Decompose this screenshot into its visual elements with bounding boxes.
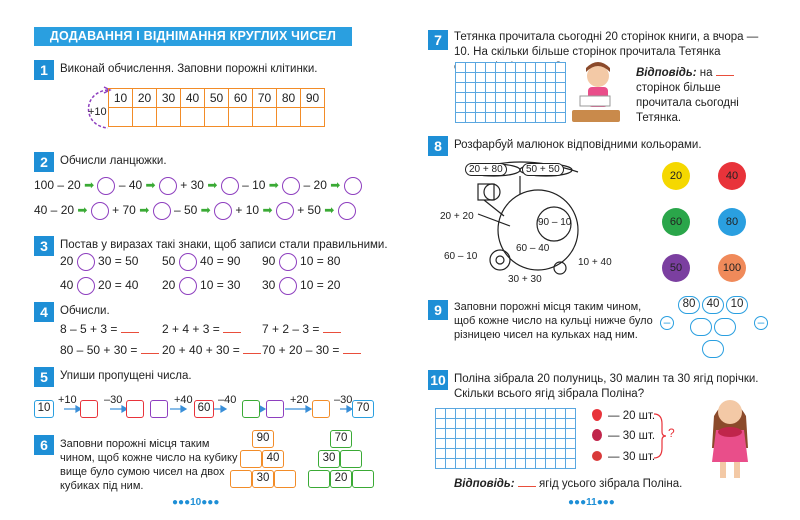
chain-start: 40 – 20 <box>34 203 75 218</box>
table-cell: 10 <box>109 89 133 108</box>
pyramid-cube: 40 <box>262 450 284 468</box>
answer-blank[interactable] <box>716 66 734 76</box>
task-10-answer: Відповідь: ягід усього зібрала Поліна. <box>454 478 683 490</box>
sign-expression: 90 10 = 80 <box>262 253 340 271</box>
color-dot-60: 60 <box>662 208 690 236</box>
page-title: ДОДАВАННЯ І ВІДНІМАННЯ КРУГЛИХ ЧИСЕЛ <box>34 27 352 46</box>
table-cell: 50 <box>205 89 229 108</box>
task-1-text: Виконай обчислення. Заповни порожні клітинки. <box>60 63 318 75</box>
task-number-2: 2 <box>34 152 54 172</box>
berry-count: — 20 шт. <box>608 410 656 422</box>
answer-circle[interactable] <box>214 202 232 220</box>
pyramid-cube[interactable] <box>352 470 374 488</box>
task-8-text: Розфарбуй малюнок відповідними кольорами. <box>454 139 702 151</box>
chain-op: – 10 <box>242 178 266 193</box>
minus-sign-icon: – <box>660 316 674 330</box>
color-dot-40: 40 <box>718 162 746 190</box>
color-dot-100: 100 <box>718 254 746 282</box>
empty-cell[interactable] <box>277 108 301 127</box>
table-cell: 20 <box>133 89 157 108</box>
empty-cell[interactable] <box>181 108 205 127</box>
raspberry-icon <box>592 429 602 441</box>
table-cell: 90 <box>301 89 325 108</box>
step-op: +20 <box>290 394 309 406</box>
color-dot-80: 80 <box>718 208 746 236</box>
chain-row-2: 40 – 20 ➡ + 70 ➡ – 50 ➡ + 10 ➡ + 50 ➡ <box>34 202 356 220</box>
chain-start: 100 – 20 <box>34 178 81 193</box>
region-label: 50 + 50 <box>522 163 564 176</box>
balloon[interactable] <box>702 340 724 358</box>
task-number-10: 10 <box>428 370 448 390</box>
answer-circle[interactable] <box>344 177 362 195</box>
task-3-text: Постав у виразах такі знаки, щоб записи стали правильними. <box>60 239 388 251</box>
task-number-9: 9 <box>428 300 448 320</box>
step-op: –40 <box>218 394 237 406</box>
chain-op: + 50 <box>297 203 321 218</box>
balloon: 80 <box>678 296 700 314</box>
sign-circle[interactable] <box>179 277 197 295</box>
table-cell: 30 <box>157 89 181 108</box>
number-box[interactable] <box>80 400 98 418</box>
expression: 8 – 5 + 3 = <box>60 322 139 336</box>
balloon: 10 <box>726 296 748 314</box>
step-op: –30 <box>334 394 353 406</box>
expression: 7 + 2 – 3 = <box>262 322 341 336</box>
answer-blank[interactable] <box>343 344 361 354</box>
answer-label: Відповідь: <box>636 67 697 79</box>
chain-op: + 70 <box>112 203 136 218</box>
empty-cell[interactable] <box>301 108 325 127</box>
pyramid-cube: 30 <box>252 470 274 488</box>
page-number-right: ●●●11●●● <box>568 497 615 508</box>
answer-label: Відповідь: <box>454 478 515 490</box>
sign-circle[interactable] <box>179 253 197 271</box>
task-number-3: 3 <box>34 236 54 256</box>
girl-with-berries-illustration <box>700 392 760 482</box>
number-box[interactable] <box>242 400 260 418</box>
task-7-answer: Відповідь: на сторінок більше прочитала сьогодні Тетянка. <box>636 67 739 124</box>
empty-cell[interactable] <box>109 108 133 127</box>
number-box[interactable] <box>266 400 284 418</box>
task-number-6: 6 <box>34 435 54 455</box>
empty-cell[interactable] <box>157 108 181 127</box>
chain-op: + 10 <box>235 203 260 218</box>
number-box[interactable] <box>126 400 144 418</box>
task-5-text: Упиши пропущені числа. <box>60 370 192 382</box>
task-10-text: Поліна зібрала 20 полуниць, 30 малин та 30 ягід порічки. Скільки всього ягід зібрала Поліна? <box>454 373 759 400</box>
strawberry-icon <box>592 409 602 421</box>
pyramid-cube[interactable] <box>308 470 330 488</box>
pyramid-cube[interactable] <box>340 450 362 468</box>
chain-op: + 30 <box>180 178 204 193</box>
chain-op: – 40 <box>118 178 143 193</box>
region-label: 60 – 40 <box>516 243 550 254</box>
answer-circle[interactable] <box>159 177 177 195</box>
answer-blank[interactable] <box>141 344 159 354</box>
region-label: 10 + 40 <box>578 257 612 268</box>
task-number-7: 7 <box>428 30 448 50</box>
answer-grid[interactable] <box>435 408 576 469</box>
answer-blank[interactable] <box>243 344 261 354</box>
region-label: 20 + 80 <box>465 163 507 176</box>
balloon[interactable] <box>714 318 736 336</box>
task-4-text: Обчисли. <box>60 305 110 317</box>
berry-count: — 30 шт. <box>608 451 656 463</box>
table-cell: 80 <box>277 89 301 108</box>
girl-reading-illustration <box>568 60 624 126</box>
pyramid-cube: 30 <box>318 450 340 468</box>
balloon[interactable] <box>690 318 712 336</box>
task-number-5: 5 <box>34 367 54 387</box>
answer-grid[interactable] <box>455 62 566 123</box>
task-number-4: 4 <box>34 302 54 322</box>
region-label: 60 – 10 <box>444 251 478 262</box>
table-cell: 40 <box>181 89 205 108</box>
chain-op: – 20 <box>303 178 327 193</box>
expression: 2 + 4 + 3 = <box>162 322 241 336</box>
answer-circle[interactable] <box>91 202 109 220</box>
expression: 80 – 50 + 30 = <box>60 343 159 357</box>
pyramid-cube: 90 <box>252 430 274 448</box>
answer-circle[interactable] <box>97 177 115 195</box>
sign-circle[interactable] <box>279 277 297 295</box>
step-label: +10 <box>88 106 107 118</box>
answer-circle[interactable] <box>282 177 300 195</box>
sign-circle[interactable] <box>77 253 95 271</box>
task-2-text: Обчисли ланцюжки. <box>60 155 167 167</box>
chain-op: – 50 <box>173 203 198 218</box>
empty-cell[interactable] <box>229 108 253 127</box>
answer-circle[interactable] <box>153 202 171 220</box>
berry-count: — 30 шт. <box>608 430 656 442</box>
task-6-text: Заповни порожні місця таким чином, щоб кожне число на кубику вище було сумою чисел на двох кубиках під ним. <box>60 438 238 492</box>
sign-expression: 20 10 = 30 <box>162 277 240 295</box>
color-dot-50: 50 <box>662 254 690 282</box>
task-7-text: Тетянка прочитала сьогодні 20 сторінок книги, а вчора — 10. На скільки більше сторінок прочитала Тетянка <box>454 31 759 58</box>
expression: 70 + 20 – 30 = <box>262 343 361 357</box>
pyramid-cube: 20 <box>330 470 352 488</box>
pyramid-cube[interactable] <box>240 450 262 468</box>
task-9-text: Заповни порожні місця таким чином, щоб кожне число на кульці нижче було різницею чисел на кульках над ним. <box>454 301 653 341</box>
answer-circle[interactable] <box>221 177 239 195</box>
expression: 20 + 40 + 30 = <box>162 343 261 357</box>
answer-circle[interactable] <box>338 202 356 220</box>
question-mark: ? <box>668 426 675 440</box>
sign-expression: 20 30 = 50 <box>60 253 138 271</box>
empty-cell[interactable] <box>133 108 157 127</box>
task-number-8: 8 <box>428 136 448 156</box>
empty-cell[interactable] <box>205 108 229 127</box>
color-dot-20: 20 <box>662 162 690 190</box>
balloon: 40 <box>702 296 724 314</box>
sign-expression: 50 40 = 90 <box>162 253 240 271</box>
sign-expression: 40 20 = 40 <box>60 277 138 295</box>
pyramid-cube[interactable] <box>274 470 296 488</box>
brace-icon <box>652 412 666 460</box>
currant-icon <box>592 451 602 461</box>
pyramid-cube[interactable] <box>230 470 252 488</box>
answer-blank[interactable] <box>323 323 341 333</box>
number-box[interactable] <box>150 400 168 418</box>
task-number-1: 1 <box>34 60 54 80</box>
page-number-left: ●●●10●●● <box>172 497 220 508</box>
step-op: +10 <box>58 394 77 406</box>
sign-expression: 30 10 = 20 <box>262 277 340 295</box>
step-op: –30 <box>104 394 123 406</box>
region-label: 90 – 10 <box>538 217 572 228</box>
table-cell: 70 <box>253 89 277 108</box>
region-label: 30 + 30 <box>508 274 542 285</box>
number-box: 70 <box>352 400 374 418</box>
table-cell: 60 <box>229 89 253 108</box>
region-label: 20 + 20 <box>440 211 474 222</box>
sign-circle[interactable] <box>77 277 95 295</box>
answer-blank[interactable] <box>518 477 536 487</box>
answer-circle[interactable] <box>276 202 294 220</box>
step-op: +40 <box>174 394 193 406</box>
number-table <box>108 88 325 127</box>
answer-blank[interactable] <box>121 323 139 333</box>
sign-circle[interactable] <box>279 253 297 271</box>
number-box: 60 <box>194 400 214 418</box>
answer-blank[interactable] <box>223 323 241 333</box>
number-box[interactable] <box>312 400 330 418</box>
chain-row-1: 100 – 20 ➡ – 40 ➡ + 30 ➡ – 10 ➡ – 20 ➡ <box>34 177 362 195</box>
empty-cell[interactable] <box>253 108 277 127</box>
minus-sign-icon: – <box>754 316 768 330</box>
number-box: 10 <box>34 400 54 418</box>
pyramid-cube: 70 <box>330 430 352 448</box>
